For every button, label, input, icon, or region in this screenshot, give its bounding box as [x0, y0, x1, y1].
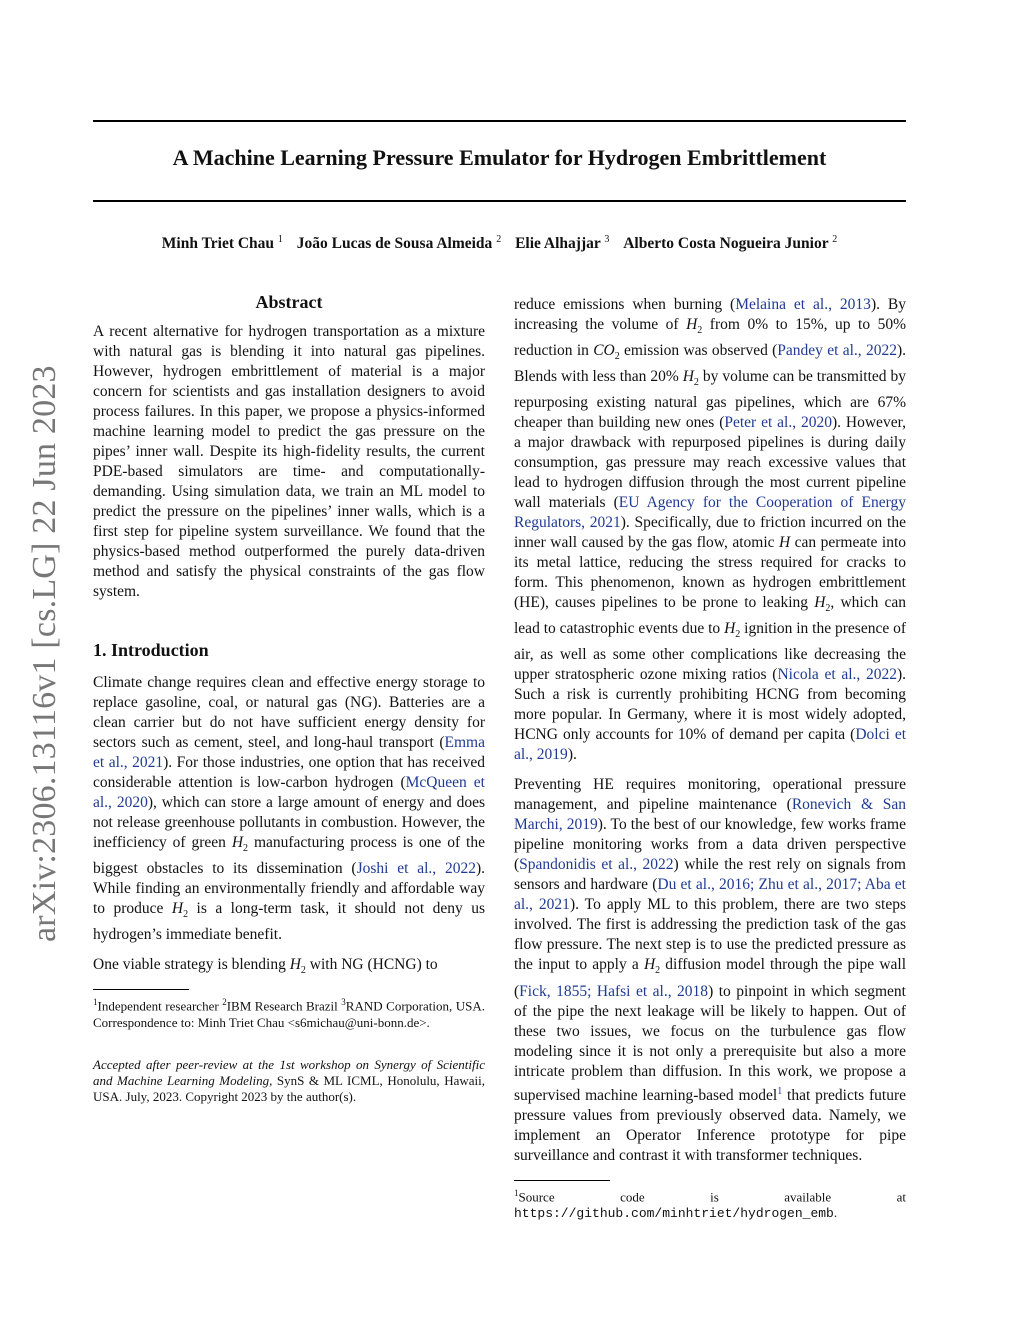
intro-paragraph-4: Preventing HE requires monitoring, operational pressure management, and pipeline maintenance (Ronevich & San Marchi, 2019). To the best of our knowledge, few works frame pipeline monitoring works from a data driven perspective (Spandonidis et al., 2022) while the rest rely on signals from sensors and hardware (Du et al., 2016; Zhu et al., 2017; Aba et al., 2021). To apply ML to this problem, there are two steps involved. The first is addressing the prediction task of the gas flow pressure. The next step is to use the predicted pressure as the input to apply a $H_2$ diffusion model through the pipe wall (Fick, 1855; Hafsi et al., 2018) to pinpoint in which segment of the pipe the next leakage will be likely to happen. Out of these two issues, we focus on the turbulence gas flow modeling since it is not only a prerequisite but also a more intricate problem than diffusion. In this work, we propose a supervised machine learning-based model$^1$ that predicts future pressure values from previously observed data. Namely, we implement an Operator Inference prototype for pipe surveillance and contrast it with transformer techniques. — [514, 776, 907, 1164]
author: Minh Triet Chau $^1$ — [161, 233, 283, 252]
citation-link[interactable]: Spandonidis et al., 2022 — [519, 856, 674, 874]
math-h2: $H_2$ — [724, 620, 741, 641]
math-h2: $H_2$ — [289, 956, 306, 977]
math-h: H — [778, 534, 791, 552]
arxiv-identifier: arXiv:2306.13116v1 [cs.LG] 22 Jun 2023 — [26, 365, 63, 942]
venue-note: Accepted after peer-review at the 1st workshop on Synergy of Scientific and Machine Learning Modeling, SynS & ML ICML, Honolulu, Hawaii, USA. July, 2023. Copyright 2023 by the author(s). — [93, 1056, 485, 1104]
abstract-text: A recent alternative for hydrogen transportation as a mixture with natural gas is blending it into natural gas pipelines. However, hydrogen embrittlement of material is a major concern for scientists and gas installation designers to avoid process failures. In this paper, we propose a physics-informed machine learning model to predict the gas pressure on the pipes’ inner wall. Despite its high-fidelity results, the current PDE-based simulators are time- and computationally-demanding. Using simulation data, we train an ML model to predict the pressure on the pipelines’ inner walls, which is a first step for pipeline system surveillance. We found that the physics-based method outperformed the purely data-driven method and satisfy the physical constraints of the gas flow system. — [93, 323, 485, 600]
math-co2: $CO_2$ — [593, 342, 620, 363]
citation-link[interactable]: Melaina et al., 2013 — [735, 296, 871, 313]
math-h2: $H_2$ — [643, 956, 661, 977]
citation-link[interactable]: Nicola et al., 2022 — [777, 666, 897, 684]
math-h2: $H_2$ — [682, 368, 699, 389]
author: Elie Alhajjar $^3$ — [515, 233, 610, 252]
citation-link[interactable]: Joshi et al., 2022 — [356, 860, 476, 878]
math-h2: $H_2$ — [814, 594, 831, 615]
citation-link[interactable]: McQueen et al., 2020 — [93, 774, 485, 811]
math-h2: $H_2$ — [231, 834, 249, 855]
citation-link[interactable]: Pandey et al., 2022 — [777, 342, 897, 360]
citation-link[interactable]: Dolci et al., 2019 — [514, 726, 907, 764]
paper-title: A Machine Learning Pressure Emulator for Hydrogen Embrittlement — [172, 145, 827, 170]
right-column — [514, 295, 906, 1222]
affiliation-footnote: $^1$Independent researcher $^2$IBM Research Brazil $^3$RAND Corporation, USA. Correspondence to: Minh Triet Chau <s6michau@uni-bonn.de>. — [93, 997, 486, 1030]
source-code-footnote: $^1$Source code is available at https://github.com/minhtriet/hydrogen_emb. — [514, 1187, 906, 1222]
citation-link[interactable]: Fick, 1855; Hafsi et al., 2018 — [519, 982, 709, 1000]
footnote-marker[interactable]: 1 — [777, 1085, 783, 1097]
citation-link[interactable]: Peter et al., 2020 — [724, 414, 832, 432]
intro-paragraph-1: Climate change requires clean and effective energy storage to replace gasoline, coal, or natural gas (NG). Batteries are a clean carrier but do not have sufficient energy density for sectors such as cement, steel, and long-haul transport (Emma et al., 2021). For those industries, one option that has received considerable attention is low-carbon hydrogen (McQueen et al., 2020), which can store a large amount of energy and does not release greenhouse pollutants in combustion. However, the inefficiency of green $H_2$ manufacturing process is one of the biggest obstacles to its dissemination (Joshi et al., 2022). While finding an environmentally friendly and affordable way to produce $H_2$ is a long-term task, it should not deny us hydrogen’s immediate benefit. — [93, 674, 486, 944]
citation-link[interactable]: Du et al., 2016; Zhu et al., 2017; Aba et al., 2021 — [514, 876, 906, 914]
intro-paragraph-2: One viable strategy is blending $H_2$ with NG (HCNG) to — [93, 956, 438, 977]
section-heading-introduction: 1. Introduction — [93, 640, 209, 660]
intro-paragraph-3: reduce emissions when burning (Melaina et al., 2013). By increasing the volume of $H_2$ from 0% to 15%, up to 50% reduction in $CO_2$ emission was observed (Pandey et al., 2022). Blends with less than 20% $H_2$ by volume can be transmitted by repurposing existing natural gas pipelines, which are 67% cheaper than building new ones (Peter et al., 2020). However, a major drawback with repurposed pipelines is during daily consumption, gas pressure may reach excessive values that lead to hydrogen diffusion through the most current pipeline wall materials (EU Agency for the Cooperation of Energy Regulators, 2021). Specifically, due to friction incurred on the inner wall caused by the gas flow, atomic H can permeate into its metal lattice, reducing the stress required for cracks to form. This phenomenon, known as hydrogen embrittlement (HE), causes pipelines to be prone to leaking $H_2$, which can lead to catastrophic events due to $H_2$ ignition in the presence of air, as well as some other complications like decreasing the upper stratospheric ozone mixing ratios (Nicola et al., 2022). Such a risk is currently prohibiting HCNG from becoming more popular. In Germany, where it is most widely adopted, HCNG only accounts for 10% of demand per capita (Dolci et al., 2019). — [514, 296, 907, 764]
citation-link[interactable]: EU Agency for the Cooperation of Energy Regulators, 2021 — [514, 494, 906, 532]
citation-link[interactable]: Emma et al., 2021 — [93, 734, 485, 771]
footnote-rule — [93, 989, 189, 990]
github-url[interactable]: https://github.com/minhtriet/hydrogen_emb — [514, 1206, 834, 1222]
title-rule-top — [93, 120, 906, 122]
math-h2: $H_2$ — [171, 900, 189, 921]
author: Alberto Costa Nogueira Junior $^2$ — [623, 233, 838, 252]
left-column — [93, 292, 485, 1105]
author-list — [93, 235, 906, 253]
title-rule-bottom — [93, 200, 906, 202]
footnote-rule — [514, 1180, 610, 1181]
math-h2: $H_2$ — [686, 316, 703, 337]
citation-link[interactable]: Ronevich & San Marchi, 2019 — [514, 796, 906, 834]
author: João Lucas de Sousa Almeida $^2$ — [296, 233, 502, 252]
abstract-heading: Abstract — [255, 292, 323, 312]
